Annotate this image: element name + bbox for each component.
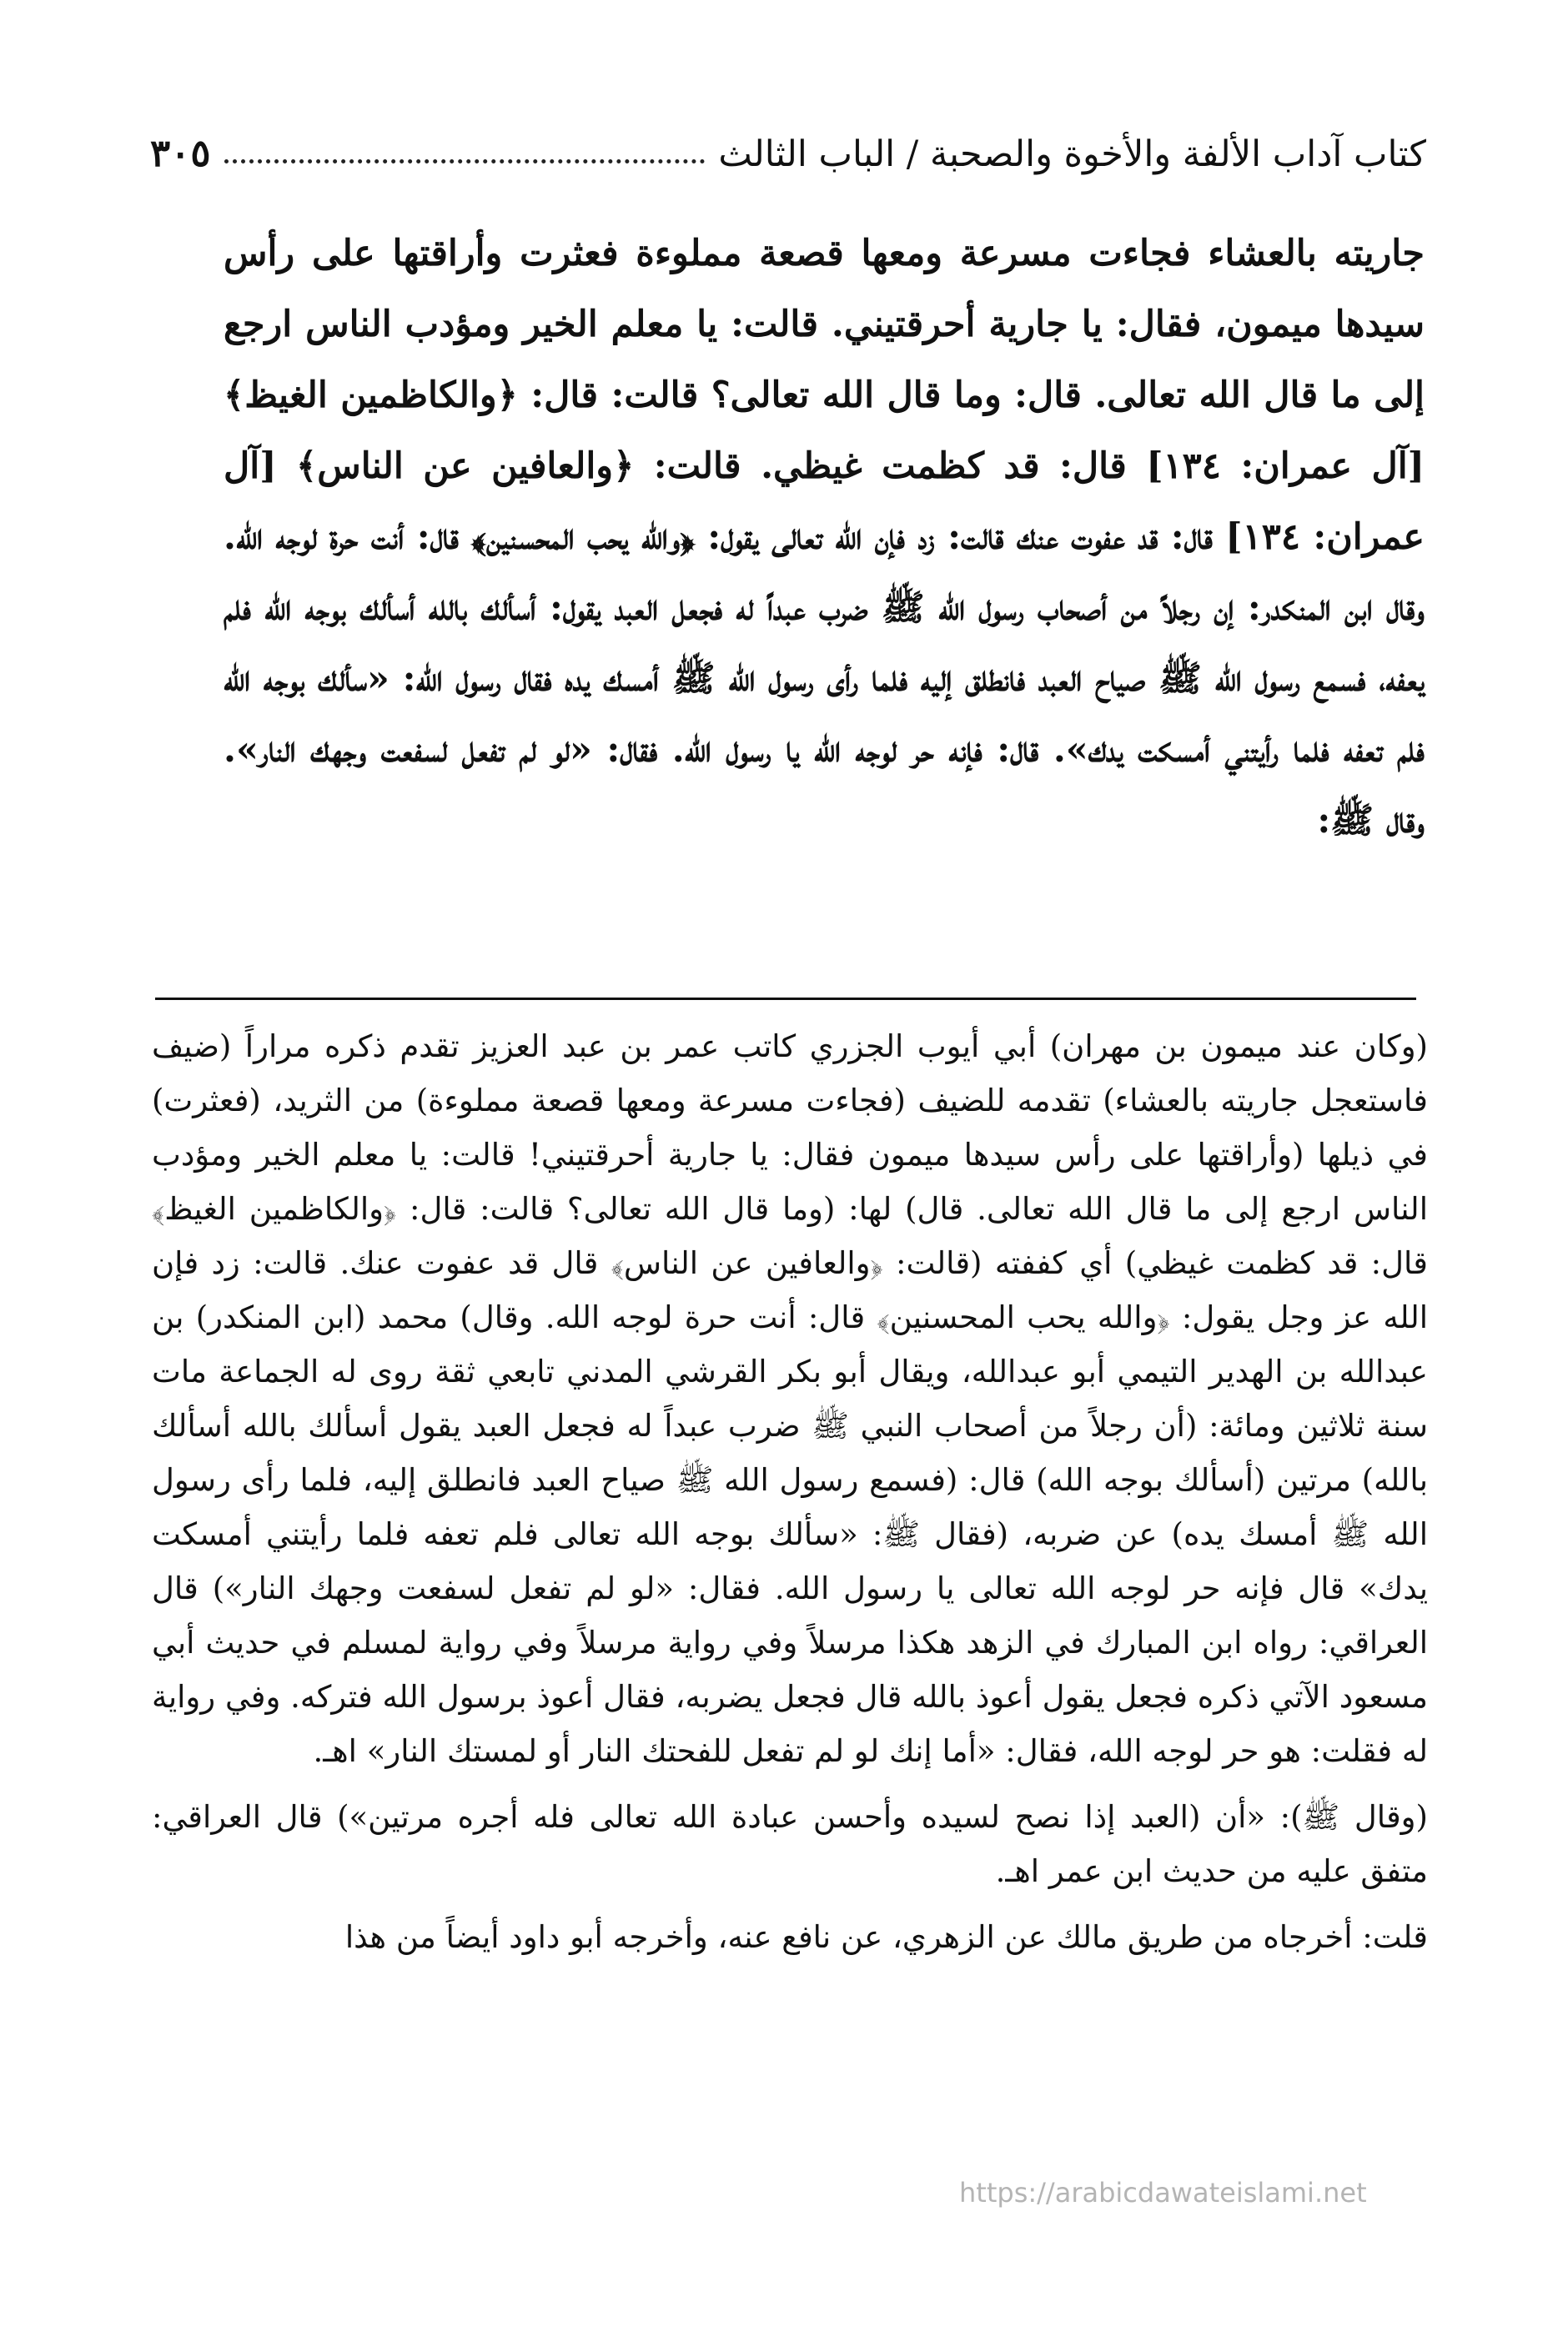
footnote-divider [155,998,1416,1000]
dot-leader [224,159,706,163]
main-text: جاريته بالعشاء فجاءت مسرعة ومعها قصعة مملوءة فعثرت وأراقتها على رأس سيدها ميمون، فقال: يا جارية أحرقتيني. قالت: يا معلم الخير ومؤدب الناس ارجع إلى ما قال الله تعالى. قال: وما قال الله تعالى؟ قالت: قال: ﴿والكاظمين الغيظ﴾ [آل عمران: ١٣٤] قال: قد كظمت غيظي. قالت: ﴿والعافين عن الناس﴾ [آل عمران: ١٣٤] قال: قد عفوت عنك قالت: زد فإن الله تعالى يقول: ﴿والله يحب المحسنين﴾ قال: أنت حرة لوجه الله. وقال ابن المنكدر: إن رجلاً من أصحاب رسول الله ﷺ ضرب عبداً له فجعل العبد يقول: أسألك بالله أسألك بوجه الله فلم يعفه، فسمع رسول الله ﷺ صياح العبد فانطلق إليه فلما رأى رسول الله ﷺ أمسك يده فقال رسول الله: «سألك بوجه الله فلم تعفه فلما رأيتني أمسكت يدك». قال: فإنه حر لوجه الله يا رسول الله. فقال: «لو لم تفعل لسفعت وجهك النار». وقال ﷺ: [224,233,1425,842]
commentary-paragraph: (وكان عند ميمون بن مهران) أبي أيوب الجزري كاتب عمر بن عبد العزيز تقدم ذكره مراراً (ضيف فاستعجل جاريته بالعشاء) تقدمه للضيف (فجاءت مسرعة ومعها قصعة مملوءة) من الثريد، (فعثرت) في ذيلها (وأراقتها على رأس سيدها ميمون فقال: يا جارية أحرقتيني! قالت: يا معلم الخير ومؤدب الناس ارجع إلى ما قال الله تعالى. قال) لها: (وما قال الله تعالى؟ قالت: قال: ﴿والكاظمين الغيظ﴾ قال: قد كظمت غيظي) أي كففته (قالت: ﴿والعافين عن الناس﴾ قال قد عفوت عنك. قالت: زد فإن الله عز وجل يقول: ﴿والله يحب المحسنين﴾ قال: أنت حرة لوجه الله. وقال) محمد (ابن المنكدر) بن عبدالله بن الهدير التيمي أبو عبدالله، ويقال أبو بكر القرشي المدني تابعي ثقة روى له الجماعة مات سنة ثلاثين ومائة: (أن رجلاً من أصحاب النبي ﷺ ضرب عبداً له فجعل العبد يقول أسألك بالله أسألك بالله) مرتين (أسألك بوجه الله) قال: (فسمع رسول الله ﷺ صياح العبد فانطلق إليه، فلما رأى رسول الله ﷺ أمسك يده) عن ضربه، (فقال ﷺ: «سألك بوجه الله تعالى فلم تعفه فلما رأيتني أمسكت يدك» قال فإنه حر لوجه الله تعالى يا رسول الله. فقال: «لو لم تفعل لسفعت وجهك النار») قال العراقي: رواه ابن المبارك في الزهد هكذا مرسلاً وفي رواية مرسلاً وفي رواية لمسلم في حديث أبي مسعود الآتي ذكره فجعل يقول أعوذ بالله قال فجعل يضربه، فقال أعوذ برسول الله فتركه. وفي رواية له فقلت: هو حر لوجه الله، فقال: «أما إنك لو لم تفعل للفحتك النار أو لمستك النار» اهـ. [152,1028,1428,1769]
commentary-paragraph: قلت: أخرجاه من طريق مالك عن الزهري، عن نافع عنه، وأخرجه أبو داود أيضاً من هذا [344,1919,1428,1955]
page-header [150,117,1426,175]
watermark-url: https://arabicdawateislami.net [959,2177,1367,2209]
commentary [152,1019,1428,1976]
commentary-paragraph: (وقال ﷺ): «أن (العبد إذا نصح لسيده وأحسن عبادة الله تعالى فله أجره مرتين») قال العراقي: متفق عليه من حديث ابن عمر اهـ. [152,1799,1428,1889]
page-number: ٣٠٥ [150,131,211,175]
running-title: كتاب آداب الألفة والأخوة والصحبة / الباب الثالث [718,133,1426,175]
